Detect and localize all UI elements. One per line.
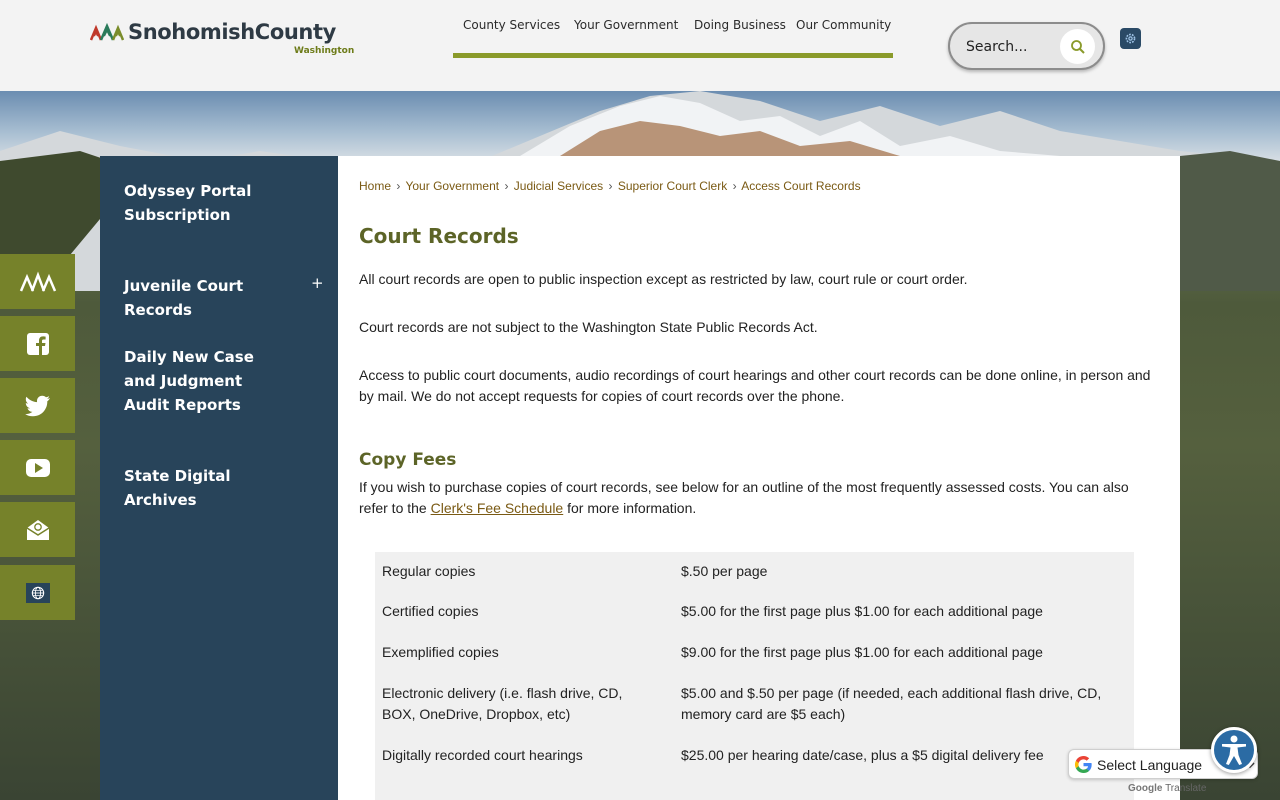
fee-item: Certified copies	[382, 603, 479, 619]
search-icon	[1070, 39, 1086, 55]
twitter-icon	[25, 395, 51, 417]
paragraph-access: Access to public court documents, audio recordings of court hearings and other court records can be done online, in person and by mail. We do not accept requests for copies of court records over the phone.	[359, 367, 1151, 404]
county-icon	[19, 271, 57, 293]
gear-icon	[1124, 32, 1137, 45]
main-content	[338, 156, 1180, 800]
sidebar-item-state-archives[interactable]: State Digital Archives	[124, 467, 231, 509]
nav-county-services[interactable]: County Services	[463, 18, 561, 32]
powered-by-google	[1128, 783, 1206, 794]
sidebar-item-odyssey-portal[interactable]: Odyssey Portal Subscription	[124, 182, 252, 224]
fee-table	[375, 552, 1134, 800]
breadcrumb-access-court-records[interactable]: Access Court Records	[741, 179, 861, 193]
nav-your-government[interactable]: Your Government	[574, 18, 679, 32]
globe-icon	[31, 586, 45, 600]
google-wordmark: Google	[1128, 783, 1163, 794]
social-county-button[interactable]	[0, 254, 75, 309]
logo-text: SnohomishCounty	[128, 20, 336, 44]
sidebar	[100, 156, 338, 800]
paragraph-records-act: Court records are not subject to the Washington State Public Records Act.	[359, 319, 818, 335]
accessibility-icon	[1219, 734, 1249, 766]
sidebar-item-daily-new-case[interactable]: Daily New Case and Judgment Audit Reports	[124, 348, 254, 414]
facebook-icon	[26, 332, 50, 356]
fee-schedule-link[interactable]: Clerk's Fee Schedule	[430, 500, 564, 516]
fee-cost: $25.00 per hearing date/case, plus a $5 digital delivery fee	[681, 747, 1044, 763]
main-nav	[453, 14, 893, 58]
breadcrumb-home[interactable]: Home	[359, 179, 392, 193]
breadcrumb-separator: ›	[396, 179, 401, 193]
translate-wordmark[interactable]: Translate	[1165, 783, 1207, 794]
social-youtube-button[interactable]	[0, 440, 75, 495]
youtube-icon	[25, 458, 51, 478]
fee-item: Digitally recorded court hearings	[382, 747, 583, 763]
sidebar-item-juvenile-records[interactable]: Juvenile Court Records	[124, 277, 244, 319]
search-input[interactable]	[966, 37, 1066, 57]
search-button[interactable]	[1060, 29, 1095, 64]
page-title: Court Records	[359, 224, 519, 248]
breadcrumb-your-government[interactable]: Your Government	[405, 179, 500, 193]
email-icon	[25, 518, 51, 542]
settings-button[interactable]	[1120, 28, 1141, 49]
google-g-icon	[1074, 755, 1093, 774]
breadcrumb	[359, 179, 861, 193]
breadcrumb-superior-court-clerk[interactable]: Superior Court Clerk	[617, 179, 728, 193]
accessibility-button[interactable]	[1211, 727, 1257, 773]
nav-our-community[interactable]: Our Community	[796, 18, 892, 32]
nav-doing-business[interactable]: Doing Business	[694, 18, 786, 32]
copy-fees-text-end: for more information.	[563, 500, 697, 516]
copy-fees-heading: Copy Fees	[359, 450, 457, 470]
social-translate-button[interactable]	[0, 565, 75, 620]
fee-item: Exemplified copies	[382, 644, 499, 660]
social-twitter-button[interactable]	[0, 378, 75, 433]
logo-trees-icon	[90, 22, 124, 42]
breadcrumb-separator: ›	[504, 179, 509, 193]
social-email-button[interactable]	[0, 502, 75, 557]
social-facebook-button[interactable]	[0, 316, 75, 371]
fee-cost: $9.00 for the first page plus $1.00 for each additional page	[681, 644, 1043, 660]
breadcrumb-judicial-services[interactable]: Judicial Services	[513, 179, 604, 193]
fee-cost: $5.00 for the first page plus $1.00 for each additional page	[681, 603, 1043, 619]
breadcrumb-separator: ›	[732, 179, 737, 193]
fee-item: Regular copies	[382, 563, 476, 579]
fee-item: Electronic delivery (i.e. flash drive, CD, BOX, OneDrive, Dropbox, etc)	[382, 685, 623, 722]
fee-cost: $.50 per page	[681, 563, 768, 579]
paragraph-copy-fees	[359, 477, 1159, 519]
paragraph-public-inspection: All court records are open to public inspection except as restricted by law, court rule or court order.	[359, 271, 968, 287]
sidebar-expand-button[interactable]: +	[311, 274, 324, 292]
fee-cost: $5.00 and $.50 per page (if needed, each additional flash drive, CD, memory card are $5 each)	[681, 685, 1102, 722]
logo-subtext: Washington	[294, 46, 355, 56]
breadcrumb-separator: ›	[608, 179, 613, 193]
language-select-label: Select Language	[1097, 757, 1203, 773]
copy-fees-text: If you wish to purchase copies of court records, see below for an outline of the most frequently assessed costs. You can also refer to the	[359, 479, 1129, 516]
search-box	[948, 22, 1105, 70]
site-header	[0, 0, 1280, 91]
